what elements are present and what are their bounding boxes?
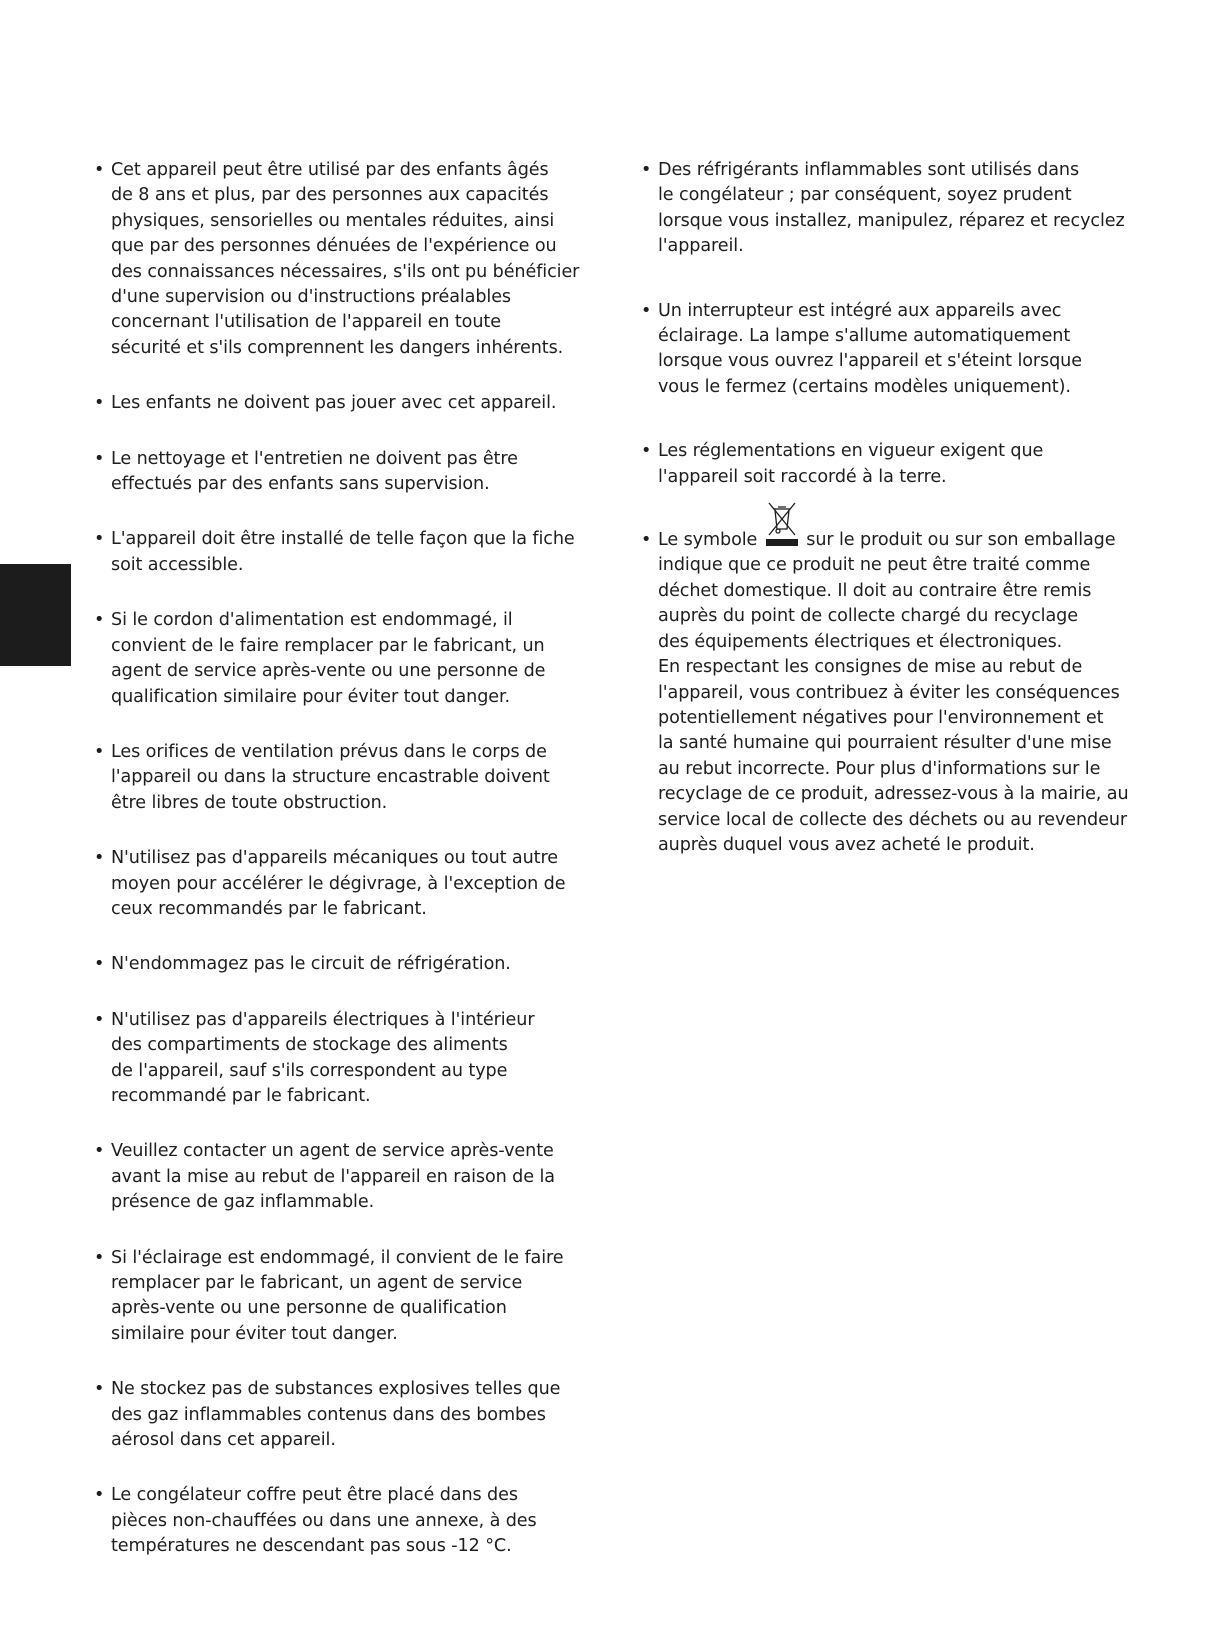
safety-item-lighting: • Si l'éclairage est endommagé, il convient de le faire remplacer par le fabricant, un agent de service après-vente ou une personne de qualification similaire pour éviter tout danger. (94, 1246, 594, 1348)
right-column (641, 158, 1141, 897)
safety-item-placement: • Le congélateur coffre peut être placé dans des pièces non-chauffées ou dans une annexe, à des températures ne descendant pas sous -12 °C. (94, 1483, 594, 1559)
safety-item-earthing: • Les réglementations en vigueur exigent que l'appareil soit raccordé à la terre. (641, 439, 1141, 490)
safety-item-electrical-devices: • N'utilisez pas d'appareils électriques à l'intérieur des compartiments de stockage des aliments de l'appareil, sauf s'ils correspondent au type recommandé par le fabricant. (94, 1008, 594, 1110)
weee-text-body: sur le produit ou sur son emballage indique que ce produit ne peut être traité comme déchet domestique. Il doit au contraire être remis auprès du point de collecte chargé du recyclage des équipements électriques et électroniques. En respectant les consignes de mise au rebut de l'appareil, vous contribuez à éviter les conséquences potentiellement négatives pour l'environnement et la santé humaine qui pourraient résulter d'une mise au rebut incorrecte. Pour plus d'informations sur le recyclage de ce produit, adressez-vous à la mairie, au service local de collecte des déchets ou au revendeur auprès duquel vous avez acheté le produit. (658, 530, 1129, 855)
safety-item-light-switch: • Un interrupteur est intégré aux appareils avec éclairage. La lampe s'allume automatiquement lorsque vous ouvrez l'appareil et s'éteint lorsque vous le fermez (certains modèles uniquement). (641, 299, 1141, 401)
section-tab-marker (0, 564, 71, 666)
safety-item-defrosting: • N'utilisez pas d'appareils mécaniques ou tout autre moyen pour accélérer le dégivrage, à l'exception de ceux recommandés par le fabricant. (94, 846, 594, 922)
safety-item-children-use: • Cet appareil peut être utilisé par des enfants âgés de 8 ans et plus, par des personnes aux capacités physiques, sensorielles ou mentales réduites, ainsi que par des personnes dénuées de l'expérience ou des connaissances nécessaires, s'ils ont pu bénéficier d'une supervision ou d'instructions préalables concernant l'utilisation de l'appareil en toute sécurité et s'ils comprennent les dangers inhérents. (94, 158, 594, 361)
crossed-out-wheelie-bin-icon (763, 531, 801, 545)
safety-item-no-play: • Les enfants ne doivent pas jouer avec cet appareil. (94, 391, 594, 416)
weee-text-prefix: Le symbole (658, 530, 763, 551)
safety-item-disposal-contact: • Veuillez contacter un agent de service après-vente avant la mise au rebut de l'appareil en raison de la présence de gaz inflammable. (94, 1139, 594, 1215)
left-column (94, 158, 594, 1590)
safety-item-flammable-refrigerant: • Des réfrigérants inflammables sont utilisés dans le congélateur ; par conséquent, soyez prudent lorsque vous installez, manipulez, réparez et recyclez l'appareil. (641, 158, 1141, 260)
safety-item-weee (641, 528, 1141, 858)
safety-item-refrigerant-circuit: • N'endommagez pas le circuit de réfrigération. (94, 952, 594, 977)
safety-item-plug-access: • L'appareil doit être installé de telle façon que la fiche soit accessible. (94, 527, 594, 578)
safety-item-cleaning: • Le nettoyage et l'entretien ne doivent pas être effectués par des enfants sans supervision. (94, 447, 594, 498)
safety-item-power-cord: • Si le cordon d'alimentation est endommagé, il convient de le faire remplacer par le fabricant, un agent de service après-vente ou une personne de qualification similaire pour éviter tout danger. (94, 608, 594, 710)
safety-item-ventilation: • Les orifices de ventilation prévus dans le corps de l'appareil ou dans la structure encastrable doivent être libres de toute obstruction. (94, 740, 594, 816)
safety-item-explosives: • Ne stockez pas de substances explosives telles que des gaz inflammables contenus dans des bombes aérosol dans cet appareil. (94, 1377, 594, 1453)
